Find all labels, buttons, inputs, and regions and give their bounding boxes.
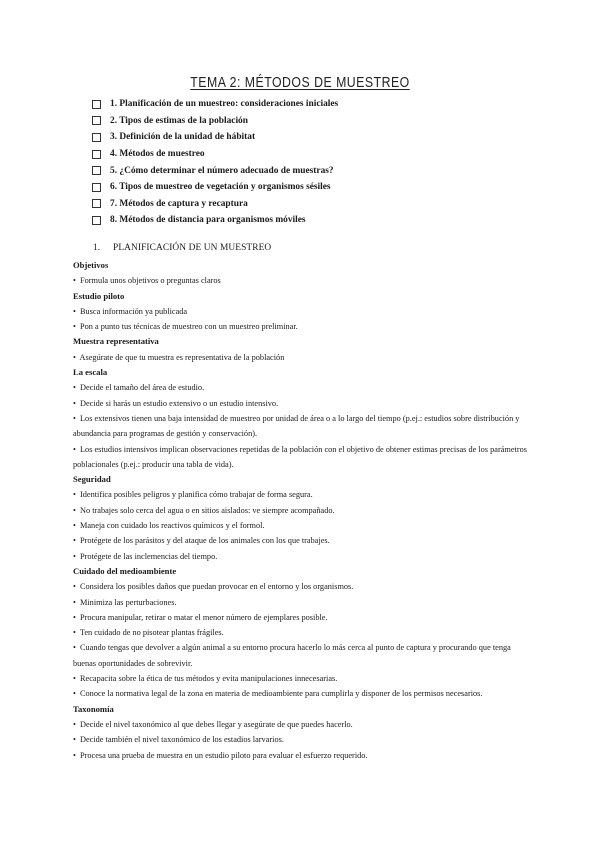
list-item-text: Recapacita sobre la ética de tus métodos y evita manipulaciones innecesarias. (79, 674, 338, 684)
checkbox-icon[interactable] (92, 199, 101, 208)
toc-item (92, 113, 492, 130)
section-body (73, 240, 531, 763)
bullet-list (73, 273, 531, 288)
list-item-text: Maneja con cuidado los reactivos químicos y el formol. (79, 521, 265, 531)
list-item-text: Decide si harás un estudio extensivo o un estudio intensivo. (79, 398, 279, 408)
list-item (73, 748, 531, 763)
checkbox-icon[interactable] (92, 100, 101, 109)
document-title: TEMA 2: MÉTODOS DE MUESTREO (190, 74, 410, 91)
checkbox-icon[interactable] (92, 150, 101, 159)
bullet-list (73, 487, 531, 563)
list-item-text: Procura manipular, retirar o matar el menor número de ejemplares posible. (79, 612, 328, 622)
subsection-heading: La escala (73, 367, 108, 378)
section-heading (93, 240, 531, 256)
bullet-icon: • (73, 689, 76, 699)
list-item-text: Conoce la normativa legal de la zona en materia de medioambiente para cumplirla y disponer de los permisos necesarios. (79, 689, 483, 699)
list-item (73, 304, 531, 319)
bullet-icon: • (73, 597, 76, 607)
bullet-icon: • (73, 505, 76, 515)
list-item (73, 411, 531, 442)
list-item-text: Identifica posibles peligros y planifica cómo trabajar de forma segura. (79, 490, 313, 500)
bullet-icon: • (73, 719, 76, 729)
bullet-icon: • (73, 582, 76, 592)
subsection-heading: Taxonomía (73, 703, 114, 714)
bullet-icon: • (73, 674, 76, 684)
bullet-icon: • (73, 398, 76, 408)
list-item-text: Ten cuidado de no pisotear plantas frágiles. (79, 628, 224, 638)
checkbox-icon[interactable] (92, 116, 101, 125)
bullet-list (73, 717, 531, 763)
bullet-icon: • (73, 352, 76, 362)
list-item (73, 640, 531, 671)
table-of-contents (92, 96, 492, 229)
list-item (73, 732, 531, 747)
subsection-heading: Objetivos (73, 260, 109, 270)
checkbox-icon[interactable] (92, 183, 101, 192)
toc-item-label: 4. Métodos de muestreo (110, 149, 205, 160)
bullet-list (73, 380, 531, 472)
toc-item-label: 2. Tipos de estimas de la población (110, 115, 248, 126)
bullet-icon: • (73, 643, 76, 653)
toc-item (92, 96, 492, 113)
list-item-text: Protégete de los parásitos y del ataque de los animales con los que trabajes. (79, 536, 330, 546)
list-item (73, 273, 531, 288)
toc-item (92, 129, 492, 146)
bullet-icon: • (73, 490, 76, 500)
list-item-text: Los extensivos tienen una baja intensidad de muestreo por unidad de área o a lo largo del tiempo (p.ej.: estudios sobre distribución y abundancia para programas de gestión y conservación). (73, 413, 520, 439)
list-item-text: Decide el nivel taxonómico al que debes llegar y asegúrate de que puedes hacerlo. (79, 719, 353, 729)
list-item-text: Formula unos objetivos o preguntas claros (79, 276, 221, 286)
list-item (73, 579, 531, 594)
section-title: PLANIFICACIÓN DE UN MUESTREO (113, 243, 272, 253)
bullet-icon: • (73, 444, 76, 454)
subsection-heading: Cuidado del medioambiente (73, 565, 177, 576)
bullet-list (73, 304, 531, 335)
bullet-icon: • (73, 322, 76, 332)
bullet-icon: • (73, 306, 76, 316)
list-item-text: Los estudios intensivos implican observaciones repetidas de la población con el objetivo de obtener estimas precisas de los parámetros poblacionales (p.ej.: producir una tabla de vida). (73, 444, 527, 469)
subsection-heading: Muestra representativa (73, 336, 159, 347)
list-item (73, 396, 531, 411)
bullet-icon: • (73, 276, 76, 286)
toc-item-label: 5. ¿Cómo determinar el número adecuado de muestras? (110, 165, 334, 176)
bullet-icon: • (73, 413, 76, 423)
toc-item (92, 179, 492, 196)
toc-item (92, 146, 492, 163)
toc-item-label: 6. Tipos de muestreo de vegetación y organismos sésiles (110, 182, 331, 193)
list-item (73, 442, 531, 473)
list-item (73, 625, 531, 640)
list-item (73, 533, 531, 548)
list-item (73, 595, 531, 610)
list-item-text: Protégete de las inclemencias del tiempo. (79, 551, 218, 561)
toc-item-label: 3. Definición de la unidad de hábitat (110, 132, 256, 143)
subsection-heading: Estudio piloto (73, 290, 125, 301)
toc-item (92, 196, 492, 213)
list-item (73, 717, 531, 732)
bullet-icon: • (73, 551, 76, 561)
list-item (73, 380, 531, 395)
list-item-text: Procesa una prueba de muestra en un estudio piloto para evaluar el esfuerzo requerido. (79, 750, 368, 760)
toc-item-label: 7. Métodos de captura y recaptura (110, 198, 248, 209)
checkbox-icon[interactable] (92, 133, 101, 142)
checkbox-icon[interactable] (92, 216, 101, 225)
bullet-icon: • (73, 536, 76, 546)
list-item (73, 350, 531, 365)
list-item (73, 671, 531, 686)
bullet-icon: • (73, 383, 76, 393)
section-number: 1. (93, 243, 101, 253)
list-item-text: Busca información ya publicada (79, 306, 188, 316)
list-item (73, 518, 531, 533)
list-item (73, 487, 531, 502)
list-item-text: Decide también el nivel taxonómico de los estadios larvarios. (79, 735, 284, 745)
list-item (73, 610, 531, 625)
toc-item (92, 212, 492, 229)
list-item (73, 503, 531, 518)
bullet-list (73, 579, 531, 701)
list-item-text: Minimiza las perturbaciones. (79, 597, 177, 607)
bullet-icon: • (73, 521, 76, 531)
list-item (73, 549, 531, 564)
checkbox-icon[interactable] (92, 166, 101, 175)
toc-item-label: 8. Métodos de distancia para organismos móviles (110, 215, 306, 226)
subsection-heading: Seguridad (73, 474, 111, 485)
toc-item (92, 162, 492, 179)
bullet-icon: • (73, 735, 76, 745)
bullet-icon: • (73, 750, 76, 760)
list-item-text: Decide el tamaño del área de estudio. (79, 383, 205, 393)
list-item-text: Cuando tengas que devolver a algún animal a su entorno procura hacerlo lo más cerca al punto de captura y procurando que tenga buenas oportunidades de sobrevivir. (73, 643, 511, 668)
list-item-text: Pon a punto tus técnicas de muestreo con un muestreo preliminar. (79, 322, 298, 332)
bullet-icon: • (73, 612, 76, 622)
list-item-text: Asegúrate de que tu muestra es representativa de la población (79, 352, 285, 362)
list-item (73, 319, 531, 334)
toc-item-label: 1. Planificación de un muestreo: consideraciones iniciales (110, 99, 339, 110)
list-item-text: Considera los posibles daños que puedan provocar en el entorno y los organismos. (79, 582, 354, 592)
bullet-list (73, 350, 531, 365)
list-item-text: No trabajes solo cerca del agua o en sitios aislados: ve siempre acompañado. (79, 505, 335, 515)
subsections (73, 258, 531, 763)
list-item (73, 686, 531, 701)
bullet-icon: • (73, 628, 76, 638)
